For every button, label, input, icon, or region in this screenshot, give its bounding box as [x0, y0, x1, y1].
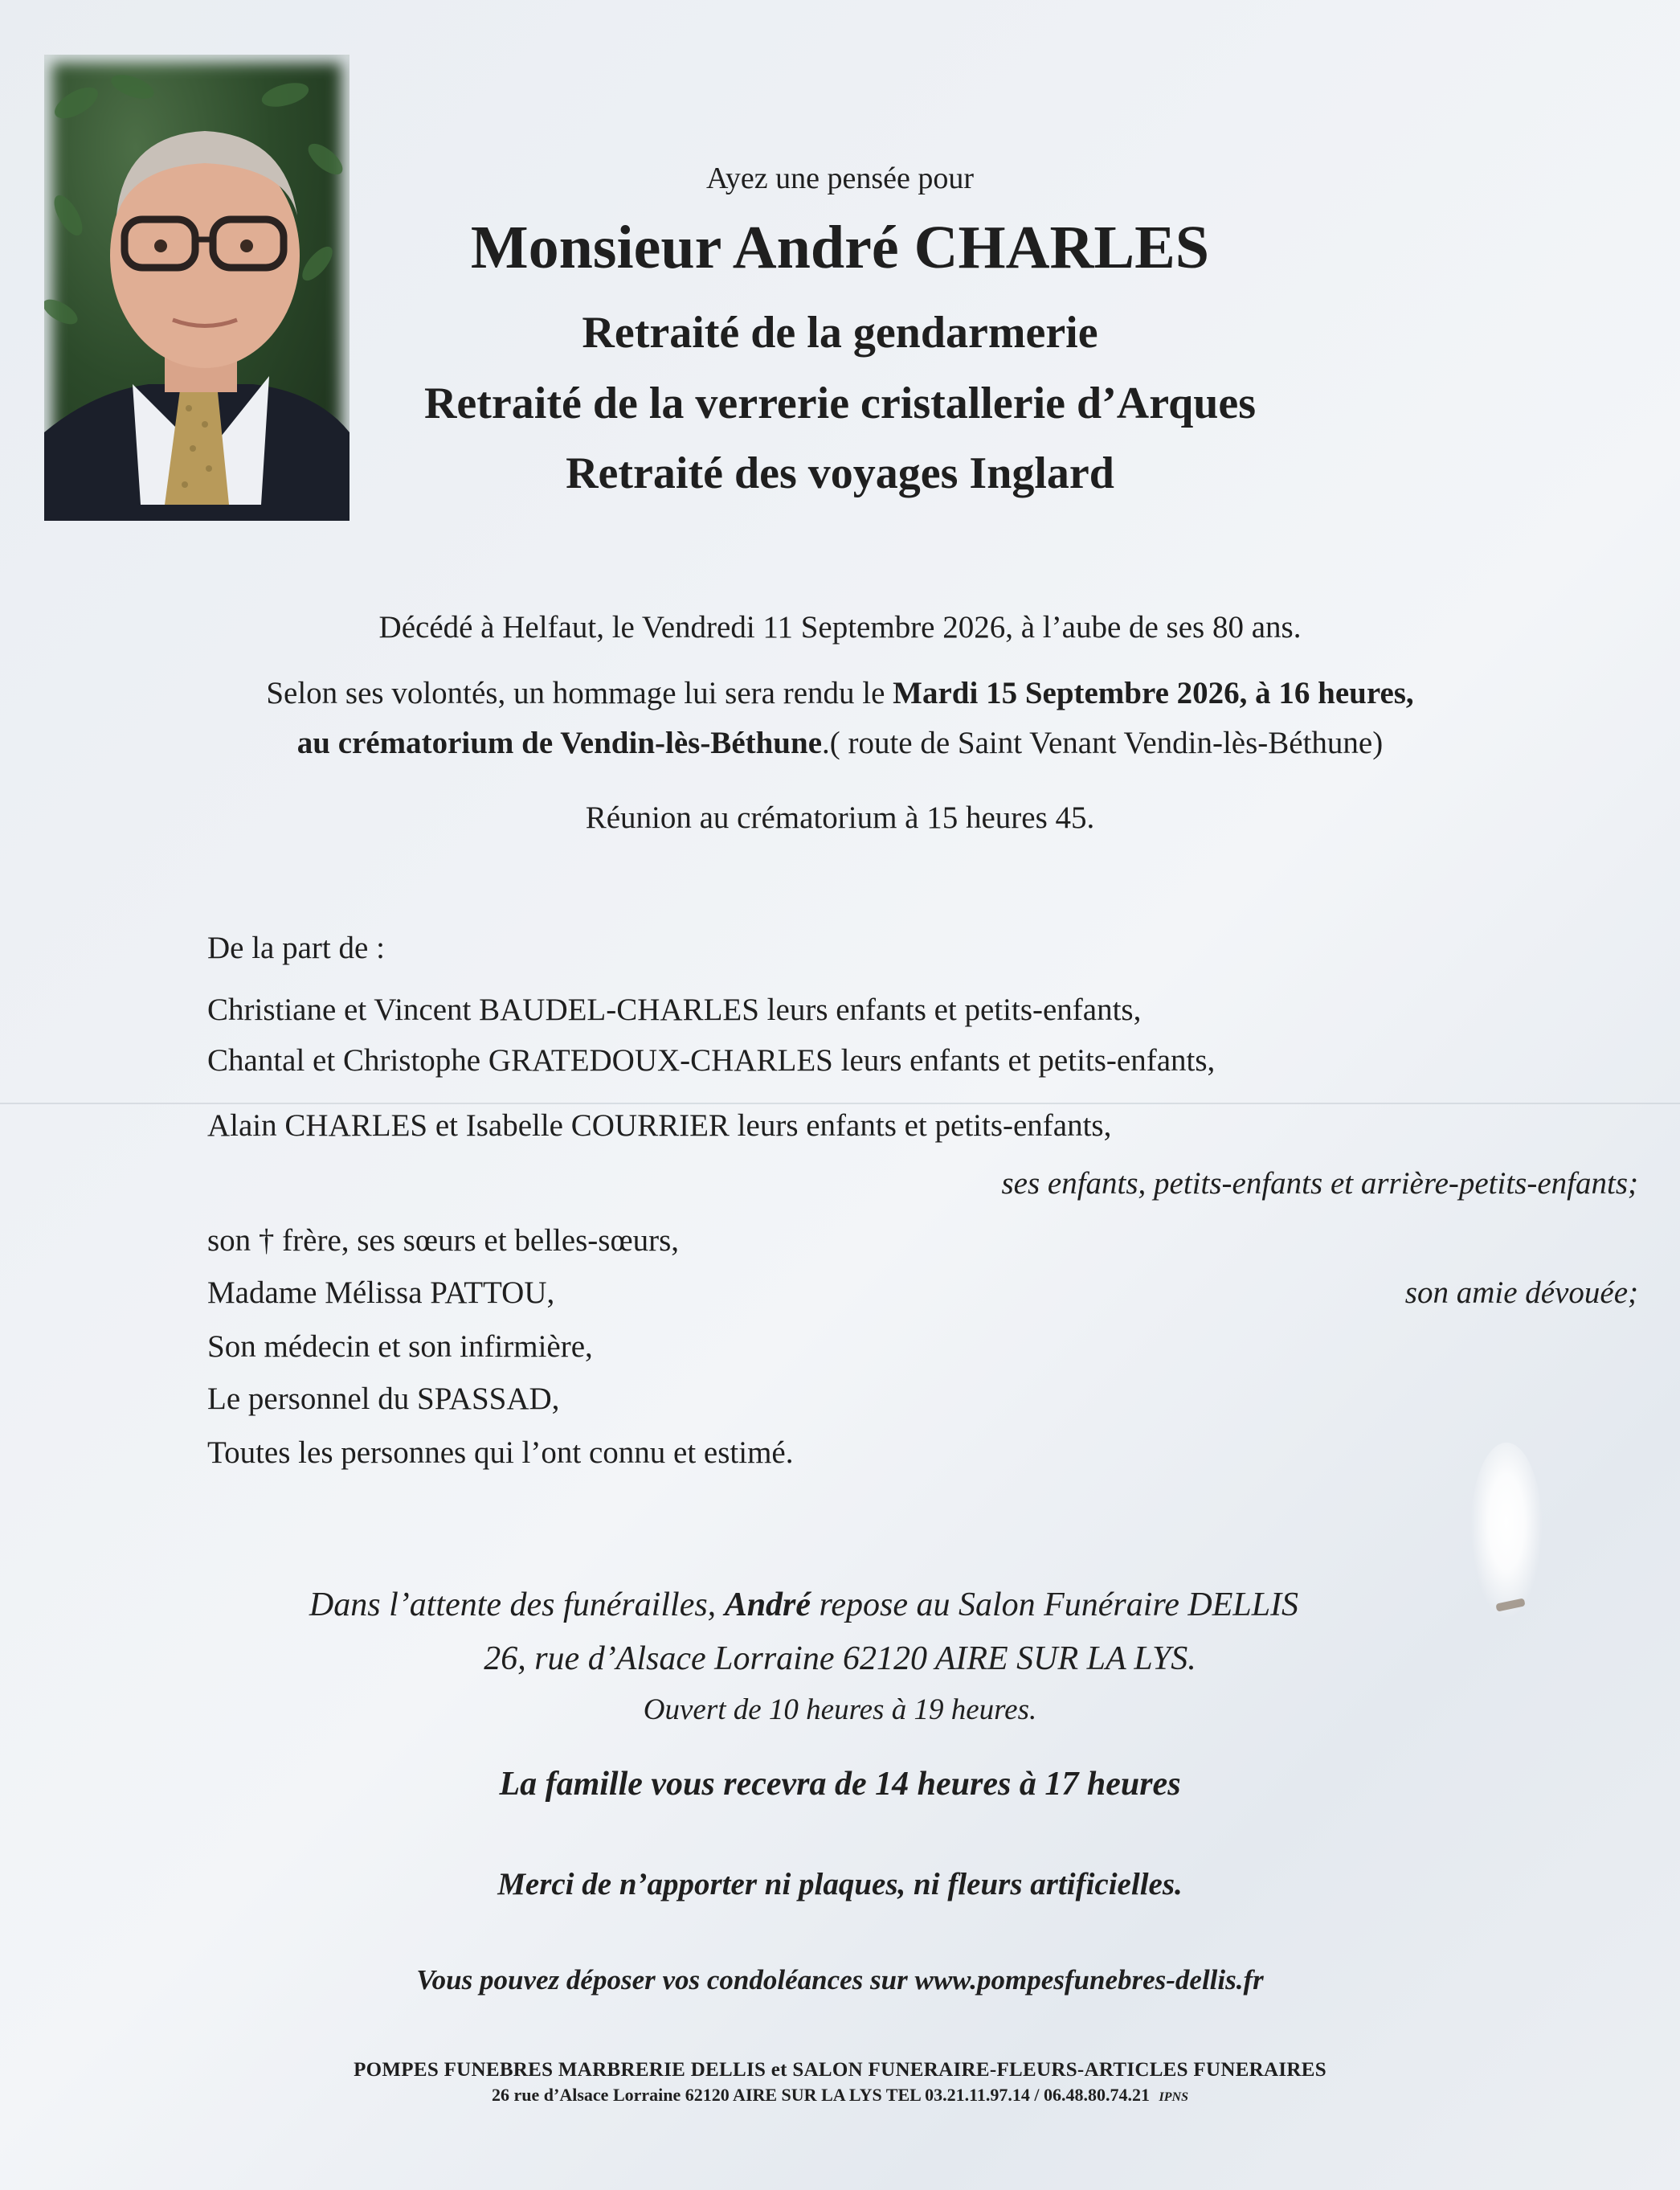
ceremony-address: .( route de Saint Venant Vendin-lès-Béthune) [822, 726, 1384, 760]
career-line-1: Retraité de la gendarmerie [582, 308, 1098, 358]
rest-name: André [724, 1586, 811, 1623]
others-line-1: Son médecin et son infirmière, [207, 1329, 593, 1364]
others-line-2: Le personnel du SPASSAD, [207, 1382, 560, 1416]
children-summary: ses enfants, petits-enfants et arrière-petits-enfants; [1001, 1166, 1638, 1201]
career-line-3: Retraité des voyages Inglard [566, 448, 1114, 498]
family-child-3: Alain CHARLES et Isabelle COURRIER leurs enfants et petits-enfants, [207, 1108, 1112, 1143]
ceremony-place: au crématorium de Vendin-lès-Béthune [296, 726, 822, 760]
career-line-2: Retraité de la verrerie cristallerie d’Arques [423, 379, 1257, 428]
reception-hours: La famille vous recevra de 14 heures à 17 heures [499, 1766, 1181, 1803]
death-notice: Décédé à Helfaut, le Vendredi 11 Septembre 2026, à l’aube de ses 80 ans. [378, 610, 1302, 645]
siblings: son † frère, ses sœurs et belles-sœurs, [207, 1223, 680, 1258]
rest-line-1 [0, 1586, 1680, 1624]
family-child-2: Chantal et Christophe GRATEDOUX-CHARLES leurs enfants et petits-enfants, [207, 1043, 1216, 1078]
footer-contact: 26 rue d’Alsace Lorraine 62120 AIRE SUR LA LYS TEL 03.21.11.97.14 / 06.48.80.74.21 [492, 2085, 1151, 2105]
friend-name: Madame Mélissa PATTOU, [207, 1275, 555, 1310]
ceremony-line-1 [0, 675, 1680, 711]
condolences-link: Vous pouvez déposer vos condoléances sur www.pompesfunebres-dellis.fr [416, 1964, 1264, 1996]
ceremony-line-2 [0, 725, 1680, 761]
paper-fold-line [0, 1103, 1680, 1104]
rest-address: 26, rue d’Alsace Lorraine 62120 AIRE SUR LA LYS. [484, 1640, 1196, 1677]
family-child-1: Christiane et Vincent BAUDEL-CHARLES leurs enfants et petits-enfants, [207, 993, 1142, 1027]
rest-location: repose au Salon Funéraire DELLIS [811, 1586, 1299, 1623]
others-line-3: Toutes les personnes qui l’ont connu et estimé. [207, 1435, 794, 1470]
footer-address [0, 2085, 1680, 2106]
ceremony-intro: Selon ses volontés, un hommage lui sera rendu le [266, 676, 893, 710]
deceased-name: Monsieur André CHARLES [470, 214, 1210, 281]
friend-role: son amie dévouée; [1404, 1275, 1638, 1310]
meeting-time: Réunion au crématorium à 15 heures 45. [585, 800, 1095, 835]
rest-intro: Dans l’attente des funérailles, [309, 1586, 725, 1623]
ceremony-date: Mardi 15 Septembre 2026, à 16 heures, [893, 676, 1414, 710]
footer-tag: IPNS [1159, 2090, 1188, 2104]
flowers-request: Merci de n’apporter ni plaques, ni fleurs artificielles. [497, 1867, 1183, 1901]
footer-company: POMPES FUNEBRES MARBRERIE DELLIS et SALON FUNERAIRE-FLEURS-ARTICLES FUNERAIRES [354, 2059, 1326, 2081]
opening-hours: Ouvert de 10 heures à 19 heures. [643, 1693, 1037, 1726]
intro-text: Ayez une pensée pour [705, 162, 975, 195]
family-intro: De la part de : [207, 931, 385, 965]
